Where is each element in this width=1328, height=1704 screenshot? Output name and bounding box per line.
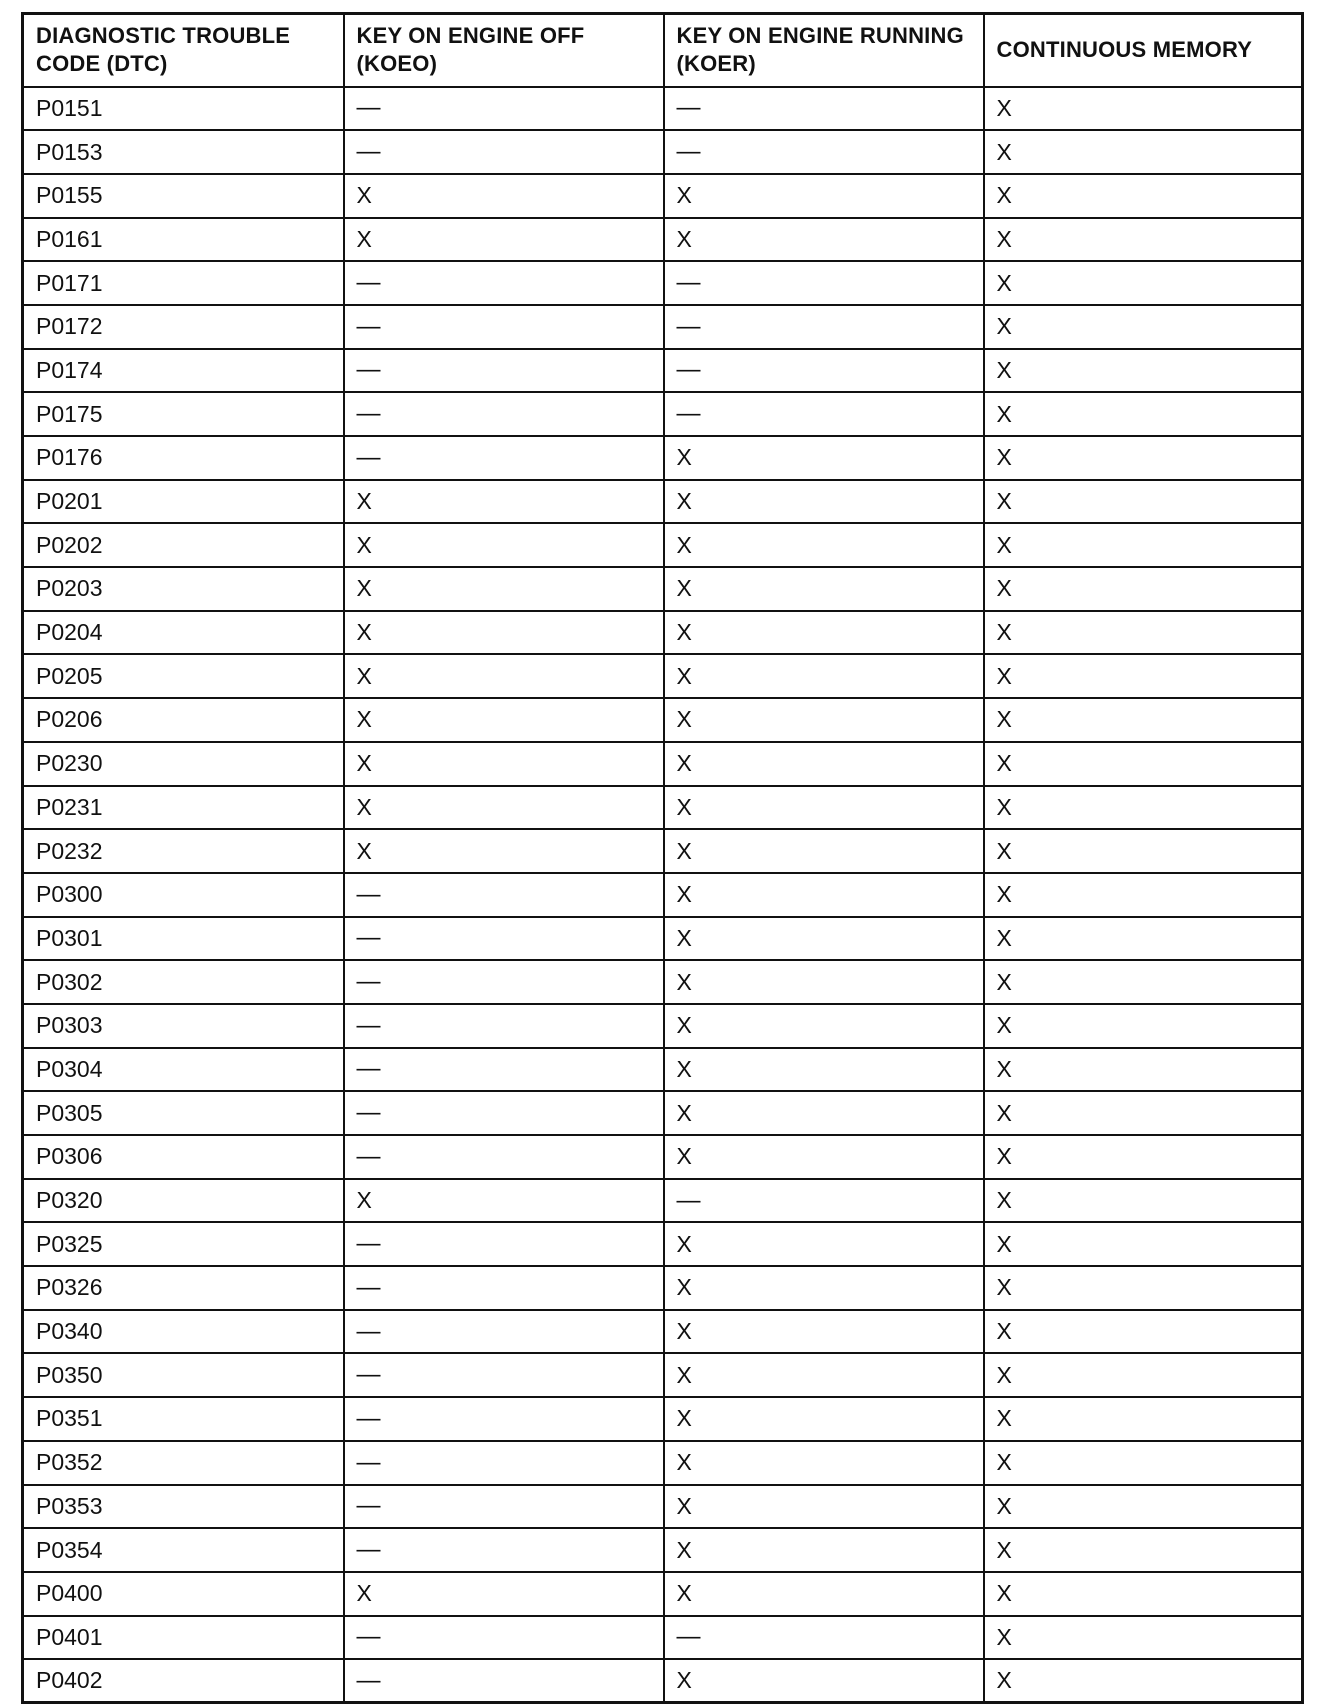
- cell-dtc: P0402: [23, 1659, 344, 1703]
- table-row: [23, 218, 1303, 262]
- cell-dtc: P0306: [23, 1135, 344, 1179]
- cell-koeo: X: [344, 480, 664, 524]
- cell-dtc: P0302: [23, 960, 344, 1004]
- cell-continuous-memory: X: [984, 1572, 1303, 1616]
- table-row: [23, 174, 1303, 218]
- cell-continuous-memory: X: [984, 1048, 1303, 1092]
- cell-koer: —: [664, 130, 984, 174]
- cell-koer: X: [664, 1266, 984, 1310]
- cell-continuous-memory: X: [984, 654, 1303, 698]
- cell-koer: X: [664, 829, 984, 873]
- cell-dtc: P0203: [23, 567, 344, 611]
- cell-dtc: P0401: [23, 1616, 344, 1660]
- table-row: [23, 698, 1303, 742]
- cell-dtc: P0354: [23, 1528, 344, 1572]
- cell-koeo: —: [344, 349, 664, 393]
- cell-continuous-memory: X: [984, 873, 1303, 917]
- cell-continuous-memory: X: [984, 130, 1303, 174]
- cell-dtc: P0176: [23, 436, 344, 480]
- cell-koeo: X: [344, 829, 664, 873]
- cell-continuous-memory: X: [984, 218, 1303, 262]
- cell-koer: X: [664, 786, 984, 830]
- cell-dtc: P0304: [23, 1048, 344, 1092]
- table-row: [23, 742, 1303, 786]
- cell-koer: X: [664, 654, 984, 698]
- cell-koeo: —: [344, 261, 664, 305]
- cell-continuous-memory: X: [984, 1659, 1303, 1703]
- table-row: [23, 1266, 1303, 1310]
- cell-koer: X: [664, 174, 984, 218]
- cell-koer: —: [664, 87, 984, 131]
- cell-koer: —: [664, 392, 984, 436]
- cell-koer: X: [664, 523, 984, 567]
- cell-koer: X: [664, 1048, 984, 1092]
- cell-continuous-memory: X: [984, 611, 1303, 655]
- cell-koeo: —: [344, 1222, 664, 1266]
- header-row: [23, 14, 1303, 87]
- cell-continuous-memory: X: [984, 1222, 1303, 1266]
- table-row: [23, 1572, 1303, 1616]
- cell-koeo: —: [344, 436, 664, 480]
- cell-koeo: X: [344, 742, 664, 786]
- cell-koeo: X: [344, 1179, 664, 1223]
- cell-koer: X: [664, 1222, 984, 1266]
- header-koeo: KEY ON ENGINE OFF (KOEO): [344, 14, 664, 87]
- cell-dtc: P0175: [23, 392, 344, 436]
- cell-dtc: P0232: [23, 829, 344, 873]
- table-body: [23, 87, 1303, 1703]
- cell-continuous-memory: X: [984, 1004, 1303, 1048]
- table-row: [23, 436, 1303, 480]
- cell-continuous-memory: X: [984, 786, 1303, 830]
- table-row: [23, 1048, 1303, 1092]
- cell-koeo: X: [344, 567, 664, 611]
- table-row: [23, 1659, 1303, 1703]
- table-row: [23, 392, 1303, 436]
- cell-koeo: —: [344, 1485, 664, 1529]
- cell-koer: X: [664, 1353, 984, 1397]
- cell-continuous-memory: X: [984, 917, 1303, 961]
- cell-koer: X: [664, 1397, 984, 1441]
- cell-dtc: P0352: [23, 1441, 344, 1485]
- table-row: [23, 567, 1303, 611]
- cell-koer: X: [664, 742, 984, 786]
- cell-dtc: P0303: [23, 1004, 344, 1048]
- cell-dtc: P0320: [23, 1179, 344, 1223]
- cell-dtc: P0172: [23, 305, 344, 349]
- cell-dtc: P0151: [23, 87, 344, 131]
- cell-koer: —: [664, 1179, 984, 1223]
- cell-koer: X: [664, 1441, 984, 1485]
- cell-koeo: X: [344, 218, 664, 262]
- table-row: [23, 1616, 1303, 1660]
- cell-continuous-memory: X: [984, 305, 1303, 349]
- cell-koeo: —: [344, 1091, 664, 1135]
- cell-dtc: P0305: [23, 1091, 344, 1135]
- table-row: [23, 611, 1303, 655]
- cell-continuous-memory: X: [984, 480, 1303, 524]
- cell-koeo: —: [344, 1266, 664, 1310]
- cell-continuous-memory: X: [984, 960, 1303, 1004]
- table-header: [23, 14, 1303, 87]
- table-row: [23, 1179, 1303, 1223]
- table-row: [23, 523, 1303, 567]
- cell-koer: X: [664, 1659, 984, 1703]
- cell-koer: —: [664, 1616, 984, 1660]
- cell-koeo: —: [344, 1441, 664, 1485]
- cell-continuous-memory: X: [984, 1441, 1303, 1485]
- cell-koer: X: [664, 1528, 984, 1572]
- cell-koer: X: [664, 611, 984, 655]
- table-row: [23, 87, 1303, 131]
- cell-dtc: P0230: [23, 742, 344, 786]
- cell-dtc: P0340: [23, 1310, 344, 1354]
- cell-koer: X: [664, 1310, 984, 1354]
- cell-dtc: P0202: [23, 523, 344, 567]
- cell-koer: X: [664, 480, 984, 524]
- cell-dtc: P0325: [23, 1222, 344, 1266]
- cell-dtc: P0231: [23, 786, 344, 830]
- cell-continuous-memory: X: [984, 1135, 1303, 1179]
- table-row: [23, 1353, 1303, 1397]
- cell-dtc: P0351: [23, 1397, 344, 1441]
- cell-continuous-memory: X: [984, 742, 1303, 786]
- header-koer: KEY ON ENGINE RUNNING (KOER): [664, 14, 984, 87]
- cell-continuous-memory: X: [984, 1528, 1303, 1572]
- dtc-table: [21, 12, 1304, 1704]
- cell-dtc: P0204: [23, 611, 344, 655]
- cell-dtc: P0353: [23, 1485, 344, 1529]
- cell-koeo: —: [344, 305, 664, 349]
- cell-koeo: —: [344, 1048, 664, 1092]
- cell-continuous-memory: X: [984, 1353, 1303, 1397]
- cell-continuous-memory: X: [984, 1266, 1303, 1310]
- cell-koeo: —: [344, 392, 664, 436]
- cell-koer: X: [664, 917, 984, 961]
- table-row: [23, 1222, 1303, 1266]
- cell-continuous-memory: X: [984, 698, 1303, 742]
- cell-koeo: X: [344, 523, 664, 567]
- table-row: [23, 1135, 1303, 1179]
- cell-koer: X: [664, 567, 984, 611]
- cell-dtc: P0153: [23, 130, 344, 174]
- cell-koer: —: [664, 349, 984, 393]
- table-row: [23, 917, 1303, 961]
- cell-continuous-memory: X: [984, 1179, 1303, 1223]
- table-row: [23, 873, 1303, 917]
- cell-continuous-memory: X: [984, 87, 1303, 131]
- cell-koer: —: [664, 261, 984, 305]
- cell-continuous-memory: X: [984, 392, 1303, 436]
- cell-koeo: —: [344, 1528, 664, 1572]
- cell-koer: X: [664, 873, 984, 917]
- cell-koer: X: [664, 218, 984, 262]
- cell-koer: X: [664, 1485, 984, 1529]
- cell-koeo: X: [344, 786, 664, 830]
- header-continuous-memory: CONTINUOUS MEMORY: [984, 14, 1303, 87]
- cell-koeo: X: [344, 654, 664, 698]
- cell-koeo: —: [344, 1397, 664, 1441]
- table-row: [23, 654, 1303, 698]
- table-row: [23, 349, 1303, 393]
- cell-koer: X: [664, 960, 984, 1004]
- cell-dtc: P0350: [23, 1353, 344, 1397]
- table-row: [23, 960, 1303, 1004]
- cell-koeo: —: [344, 87, 664, 131]
- cell-continuous-memory: X: [984, 1485, 1303, 1529]
- cell-koer: X: [664, 1091, 984, 1135]
- cell-continuous-memory: X: [984, 349, 1303, 393]
- cell-koer: X: [664, 1572, 984, 1616]
- cell-continuous-memory: X: [984, 567, 1303, 611]
- table-row: [23, 261, 1303, 305]
- cell-koer: X: [664, 1135, 984, 1179]
- cell-koeo: —: [344, 873, 664, 917]
- cell-koer: —: [664, 305, 984, 349]
- cell-dtc: P0171: [23, 261, 344, 305]
- table-row: [23, 786, 1303, 830]
- header-dtc: DIAGNOSTIC TROUBLE CODE (DTC): [23, 14, 344, 87]
- cell-koer: X: [664, 436, 984, 480]
- cell-continuous-memory: X: [984, 1310, 1303, 1354]
- cell-continuous-memory: X: [984, 829, 1303, 873]
- cell-koeo: —: [344, 130, 664, 174]
- cell-koer: X: [664, 698, 984, 742]
- table-row: [23, 130, 1303, 174]
- table-row: [23, 480, 1303, 524]
- cell-koeo: X: [344, 174, 664, 218]
- cell-dtc: P0300: [23, 873, 344, 917]
- cell-koeo: X: [344, 611, 664, 655]
- cell-dtc: P0301: [23, 917, 344, 961]
- cell-koeo: —: [344, 1353, 664, 1397]
- cell-dtc: P0201: [23, 480, 344, 524]
- cell-continuous-memory: X: [984, 1397, 1303, 1441]
- table-row: [23, 829, 1303, 873]
- cell-continuous-memory: X: [984, 436, 1303, 480]
- table-row: [23, 1310, 1303, 1354]
- cell-dtc: P0161: [23, 218, 344, 262]
- cell-koeo: —: [344, 917, 664, 961]
- cell-koeo: X: [344, 698, 664, 742]
- table-row: [23, 1004, 1303, 1048]
- cell-koeo: —: [344, 1004, 664, 1048]
- table-row: [23, 1397, 1303, 1441]
- cell-continuous-memory: X: [984, 523, 1303, 567]
- cell-koeo: X: [344, 1572, 664, 1616]
- cell-koeo: —: [344, 1135, 664, 1179]
- table-row: [23, 305, 1303, 349]
- cell-continuous-memory: X: [984, 174, 1303, 218]
- cell-dtc: P0155: [23, 174, 344, 218]
- cell-dtc: P0400: [23, 1572, 344, 1616]
- table-row: [23, 1485, 1303, 1529]
- cell-dtc: P0174: [23, 349, 344, 393]
- table-row: [23, 1091, 1303, 1135]
- cell-koeo: —: [344, 1310, 664, 1354]
- cell-koeo: —: [344, 1659, 664, 1703]
- cell-koeo: —: [344, 1616, 664, 1660]
- cell-koer: X: [664, 1004, 984, 1048]
- table-row: [23, 1441, 1303, 1485]
- cell-continuous-memory: X: [984, 261, 1303, 305]
- cell-continuous-memory: X: [984, 1616, 1303, 1660]
- table-row: [23, 1528, 1303, 1572]
- cell-dtc: P0326: [23, 1266, 344, 1310]
- cell-continuous-memory: X: [984, 1091, 1303, 1135]
- cell-dtc: P0205: [23, 654, 344, 698]
- cell-koeo: —: [344, 960, 664, 1004]
- cell-dtc: P0206: [23, 698, 344, 742]
